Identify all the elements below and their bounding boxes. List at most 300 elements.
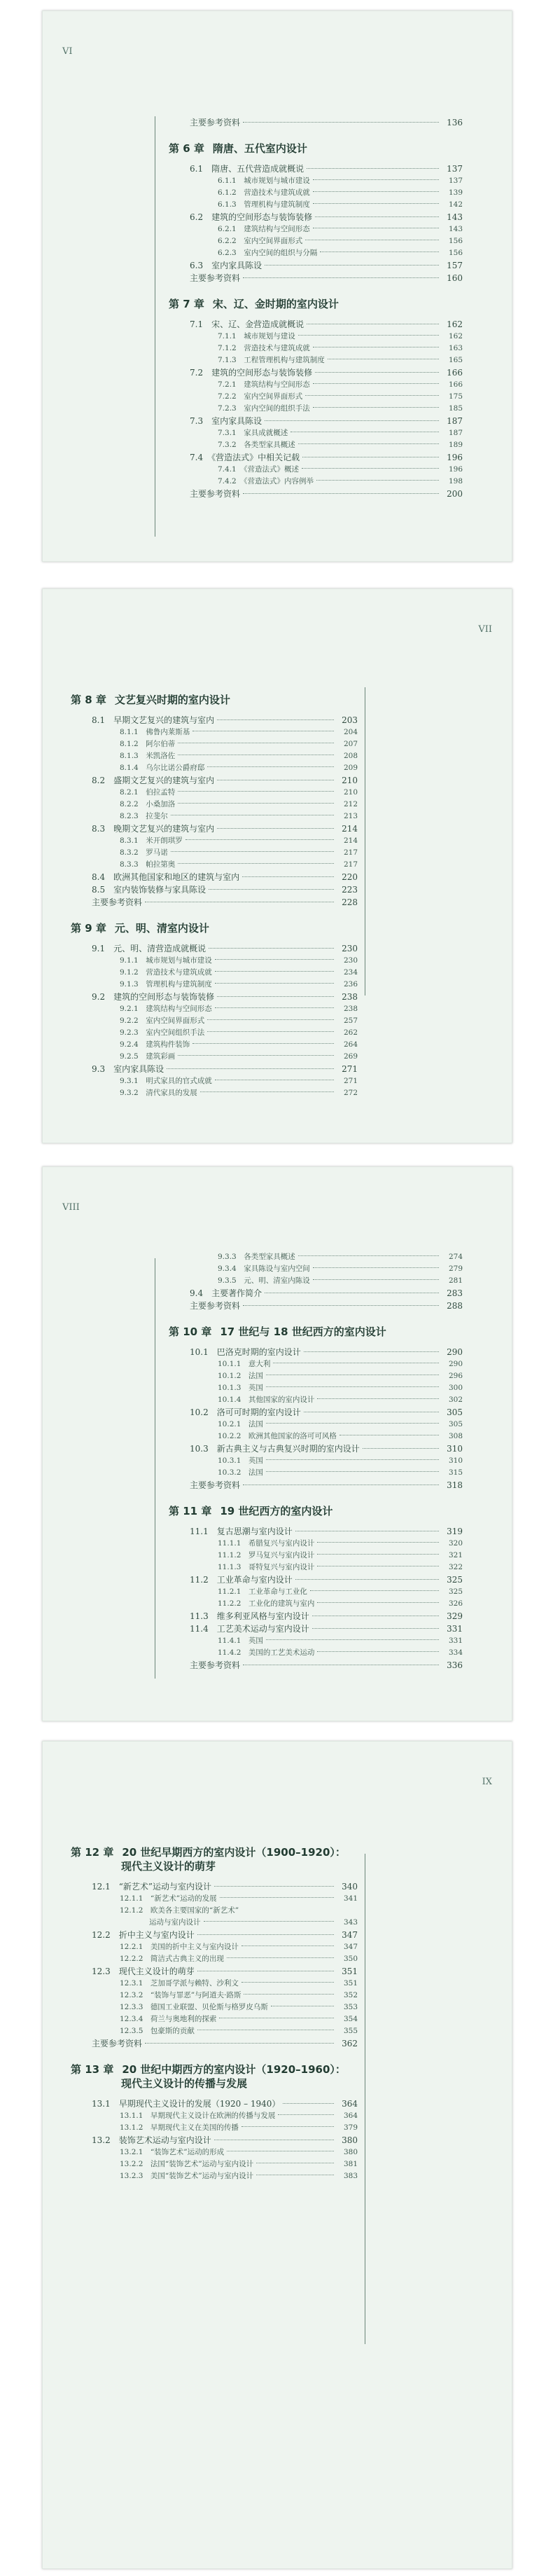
toc-entry-title: 10.1.1 意大利	[218, 1360, 271, 1368]
dot-leader	[227, 1957, 334, 1958]
toc-entry-title: 8.2.3 拉斐尔	[120, 812, 168, 820]
toc-entry-page: 162	[447, 319, 463, 329]
toc-entry-title: 9.1.3 管理机构与建筑制度	[120, 980, 212, 989]
toc-entry-page: 143	[448, 225, 463, 233]
toc-entry-page: 200	[447, 489, 463, 499]
toc-entry-page: 381	[343, 2160, 358, 2168]
toc-entry-title: 11.4.2 美国的工艺美术运动	[218, 1648, 315, 1657]
chapter-heading[interactable]	[169, 297, 463, 311]
toc-entry[interactable]	[71, 1027, 358, 1039]
toc-entry-title: 6.1.1 城市规划与城市建设	[218, 177, 310, 185]
toc-entry-page: 274	[448, 1253, 463, 1261]
toc-entry[interactable]	[169, 1358, 463, 1370]
toc-entry-page: 137	[447, 164, 463, 174]
toc-entry-page: 264	[343, 1040, 358, 1049]
toc-entry-title: 9.3.4 家具陈设与室内空间	[218, 1265, 310, 1273]
toc-entry[interactable]	[71, 955, 358, 967]
chapter-title: 文艺复兴时期的室内设计	[114, 694, 230, 706]
toc-entry[interactable]	[169, 1610, 463, 1623]
toc-entry[interactable]	[71, 896, 358, 909]
toc-entry-title: 10.2.2 欧洲其他国家的洛可可风格	[218, 1432, 337, 1440]
toc-entry-title: 6.1 隋唐、五代营造成就概说	[190, 164, 304, 174]
toc-entry-title: 10.1.4 其他国家的室内设计	[218, 1396, 315, 1404]
toc-entry[interactable]	[169, 259, 463, 272]
toc-entry-page: 271	[343, 1077, 358, 1085]
toc-entry-page: 351	[343, 1979, 358, 1988]
toc-entry-page: 228	[342, 897, 358, 907]
toc-entry-title: 12.3 现代主义设计的萌芽	[92, 1967, 195, 1976]
toc-entry[interactable]	[71, 1917, 358, 1929]
toc-entry[interactable]	[71, 1880, 358, 1893]
chapter-heading[interactable]	[71, 1845, 358, 1873]
toc-entry[interactable]	[169, 1406, 463, 1419]
toc-entry[interactable]	[71, 2037, 358, 2050]
toc-entry[interactable]	[71, 1063, 358, 1075]
dot-leader	[241, 1945, 334, 1946]
toc-entry-page: 230	[342, 944, 358, 953]
toc-entry[interactable]	[71, 1905, 358, 1917]
toc-entry-title: 8.3.1 米开朗琪罗	[120, 836, 183, 845]
toc-entry[interactable]	[71, 1929, 358, 1941]
toc-entry-page: 364	[343, 2112, 358, 2120]
dot-leader	[266, 1639, 439, 1640]
toc-entry-page: 217	[343, 860, 358, 869]
toc-entry[interactable]	[71, 835, 358, 847]
dot-leader	[244, 1994, 334, 1995]
toc-page-vi	[42, 11, 512, 562]
toc-entry-page: 136	[447, 118, 463, 128]
toc-entry-page: 165	[448, 356, 463, 364]
toc-entry-page: 208	[343, 752, 358, 760]
toc-entry-page: 156	[448, 237, 463, 245]
toc-entry-title: 12.3.1 芝加哥学派与赖特、沙利文	[120, 1979, 239, 1988]
toc-entry-title: 10.2.1 法国	[218, 1420, 263, 1428]
dot-leader	[310, 1590, 439, 1591]
toc-entry-page: 187	[447, 416, 463, 426]
chapter-heading[interactable]	[71, 921, 358, 935]
dot-leader	[313, 1267, 439, 1268]
chapter-heading[interactable]	[169, 1504, 463, 1518]
dot-leader	[215, 1007, 334, 1008]
toc-entry-page: 321	[448, 1551, 463, 1559]
toc-entry-page: 160	[447, 273, 463, 283]
toc-entry[interactable]	[169, 1573, 463, 1586]
toc-entry-page: 380	[342, 2135, 358, 2145]
chapter-number: 第 8 章	[71, 694, 106, 706]
toc-entry[interactable]	[71, 942, 358, 955]
toc-entry[interactable]	[169, 1275, 463, 1287]
dot-leader	[178, 863, 334, 864]
dot-leader	[313, 407, 439, 408]
toc-entry-title: 6.2 建筑的空间形态与装饰装修	[190, 212, 313, 222]
dot-leader	[313, 383, 439, 384]
toc-entry-title: 7.4.1 《营造法式》概述	[218, 465, 299, 474]
toc-entry-page: 350	[343, 1955, 358, 1963]
toc-entry[interactable]	[71, 2098, 358, 2110]
dot-leader	[217, 719, 334, 720]
dot-leader	[209, 889, 334, 890]
toc-entry[interactable]	[71, 1051, 358, 1063]
chapter-title: 20 世纪中期西方的室内设计（1920–1960）：	[122, 2063, 346, 2076]
toc-entry[interactable]	[169, 223, 463, 235]
toc-entry-page: 310	[448, 1456, 463, 1465]
dot-leader	[178, 1055, 334, 1056]
toc-entry[interactable]	[71, 822, 358, 835]
dot-leader	[215, 971, 334, 972]
dot-leader	[307, 168, 439, 169]
toc-entry[interactable]	[71, 762, 358, 774]
toc-entry[interactable]	[71, 979, 358, 991]
toc-entry-title: 9.1.1 城市规划与城市建设	[120, 956, 212, 965]
toc-entry-page: 305	[448, 1420, 463, 1428]
toc-entry-page: 305	[447, 1407, 463, 1417]
toc-entry[interactable]	[169, 439, 463, 451]
toc-entry-title: 9.2.4 建筑构件装饰	[120, 1040, 190, 1049]
toc-entry[interactable]	[169, 247, 463, 259]
toc-entry-title: 7.3 室内家具陈设	[190, 416, 262, 426]
toc-entry-page: 272	[343, 1089, 358, 1097]
toc-entry-page: 355	[343, 2027, 358, 2035]
page-number: VIII	[62, 1202, 80, 1213]
toc-entry-title: 7.1.2 营造技术与建筑成就	[218, 344, 310, 352]
chapter-heading[interactable]	[71, 2062, 358, 2091]
toc-entry-page: 238	[343, 1005, 358, 1013]
toc-entry[interactable]	[169, 488, 463, 500]
toc-entry[interactable]	[169, 1455, 463, 1467]
toc-entry-title: 11.1 复古思潮与室内设计	[190, 1527, 293, 1536]
chapter-title: 隋唐、五代室内设计	[212, 142, 307, 155]
toc-entry[interactable]	[169, 1346, 463, 1358]
toc-entry-title: 9.3.3 各类型家具概述	[218, 1253, 295, 1261]
toc-entry-page: 336	[447, 1660, 463, 1670]
toc-entry[interactable]	[169, 343, 463, 354]
toc-entry[interactable]	[71, 726, 358, 738]
toc-entry[interactable]	[71, 1075, 358, 1087]
toc-entry-page: 189	[448, 441, 463, 449]
chapter-heading[interactable]	[71, 693, 358, 707]
toc-entry-title: 8.2.1 伯拉孟特	[120, 788, 176, 797]
toc-entry[interactable]	[71, 799, 358, 811]
toc-entry[interactable]	[71, 1893, 358, 1905]
toc-entry[interactable]	[169, 1467, 463, 1479]
toc-page-vii	[42, 588, 512, 1143]
toc-entry-title: 12.1.2 欧美各主要国家的“新艺术”	[120, 1906, 239, 1915]
dot-leader	[217, 996, 334, 997]
dot-leader	[200, 1091, 334, 1092]
toc-entry[interactable]	[169, 1382, 463, 1394]
chapter-title: 元、明、清室内设计	[114, 922, 209, 935]
toc-entry[interactable]	[169, 379, 463, 391]
toc-entry-page: 347	[343, 1943, 358, 1951]
toc-entry[interactable]	[169, 116, 463, 129]
chapter-subtitle: 现代主义设计的传播与发展	[121, 2077, 248, 2090]
toc-entry[interactable]	[71, 1941, 358, 1953]
toc-entry[interactable]	[169, 318, 463, 331]
toc-entry-title: 运动与室内设计	[120, 1918, 201, 1927]
dot-leader	[186, 839, 334, 840]
toc-entry-page: 326	[448, 1599, 463, 1608]
dot-leader	[214, 1886, 334, 1887]
toc-entry-page: 364	[342, 2099, 358, 2109]
dot-leader	[315, 216, 439, 217]
chapter-title: 20 世纪早期西方的室内设计（1900–1920）：	[122, 1846, 346, 1859]
dot-leader	[241, 2126, 334, 2127]
toc-entry-title: 8.1.4 乌尔比诺公爵府邸	[120, 764, 205, 772]
toc-entry[interactable]	[169, 211, 463, 223]
toc-entry-page: 341	[343, 1894, 358, 1903]
toc-entry[interactable]	[169, 1442, 463, 1455]
toc-entry-title: 7.1 宋、辽、金营造成就概说	[190, 319, 304, 329]
toc-entry[interactable]	[169, 1300, 463, 1312]
toc-entry-title: 10.3.1 英国	[218, 1456, 263, 1465]
dot-leader	[317, 1602, 439, 1603]
toc-entry-page: 257	[343, 1017, 358, 1025]
toc-entry-title: 8.1 早期文艺复兴的建筑与室内	[92, 715, 215, 725]
dot-leader	[266, 1471, 439, 1472]
toc-entry-title: 11.1.2 罗马复兴与室内设计	[218, 1551, 315, 1559]
dot-leader	[316, 480, 439, 481]
toc-entry-page: 347	[342, 1930, 358, 1940]
toc-entry-title: 9.2.5 建筑彩画	[120, 1052, 176, 1061]
toc-entry[interactable]	[71, 1965, 358, 1978]
toc-entry-title: 9.3.1 明式家具的官式成就	[120, 1077, 212, 1085]
toc-entry[interactable]	[71, 2134, 358, 2147]
dot-leader	[243, 277, 439, 278]
toc-entry-title: 9.4 主要著作简介	[190, 1288, 262, 1298]
toc-entry-title: 7.1.1 城市规划与建设	[218, 332, 295, 340]
toc-entry[interactable]	[71, 883, 358, 896]
toc-entry-title: 10.1 巴洛克时期的室内设计	[190, 1347, 301, 1357]
toc-entry-title: 11.4 工艺美术运动与室内设计	[190, 1624, 309, 1634]
toc-entry[interactable]	[169, 1538, 463, 1550]
toc-entry-page: 315	[448, 1468, 463, 1477]
toc-entry[interactable]	[169, 1370, 463, 1382]
toc-entry[interactable]	[71, 2122, 358, 2134]
toc-entry-title: 13.1.1 早期现代主义设计在欧洲的传播与发展	[120, 2112, 276, 2120]
toc-entry[interactable]	[71, 738, 358, 750]
toc-entry-page: 236	[343, 980, 358, 989]
toc-entry-title: 9.3.2 清代家具的发展	[120, 1089, 197, 1097]
toc-entry-title: 11.1.3 哥特复兴与室内设计	[218, 1563, 315, 1571]
toc-entry[interactable]	[169, 1659, 463, 1672]
toc-entry[interactable]	[71, 2170, 358, 2182]
toc-entry[interactable]	[169, 1598, 463, 1610]
dot-leader	[209, 948, 334, 949]
dot-leader	[178, 791, 334, 792]
toc-entry[interactable]	[169, 175, 463, 187]
toc-entry[interactable]	[71, 2147, 358, 2158]
toc-entry[interactable]	[169, 1394, 463, 1406]
dot-leader	[317, 1651, 439, 1652]
toc-entry-title: 8.1.1 佛鲁内莱斯基	[120, 728, 190, 736]
toc-entry[interactable]	[71, 2013, 358, 2025]
toc-entry-page: 156	[448, 249, 463, 257]
toc-entry[interactable]	[71, 1978, 358, 1990]
toc-entry[interactable]	[71, 1039, 358, 1051]
chapter-heading[interactable]	[169, 142, 463, 156]
toc-entry-page: 139	[448, 188, 463, 197]
toc-entry-title: 7.4.2 《营造法式》内容例举	[218, 477, 314, 485]
toc-entry-title: 6.2.2 室内空间界面形式	[218, 237, 303, 245]
toc-entry-title: 主要参考资料	[190, 1660, 241, 1670]
toc-entry-title: 12.3.5 包豪斯的贡献	[120, 2027, 195, 2035]
toc-entry-title: 9.2.3 室内空间组织手法	[120, 1028, 205, 1037]
page-number: VI	[62, 46, 73, 57]
toc-entry[interactable]	[71, 1953, 358, 1965]
toc-entry[interactable]	[169, 1287, 463, 1300]
toc-entry-title: 主要参考资料	[190, 273, 241, 283]
toc-entry-page: 300	[448, 1384, 463, 1392]
toc-entry-page: 163	[448, 344, 463, 352]
toc-entry[interactable]	[71, 750, 358, 762]
toc-entry-page: 340	[342, 1882, 358, 1892]
toc-entry-page: 343	[343, 1918, 358, 1927]
toc-entry[interactable]	[169, 272, 463, 284]
toc-entry[interactable]	[71, 991, 358, 1003]
toc-entry[interactable]	[169, 235, 463, 247]
toc-entry[interactable]	[169, 1562, 463, 1573]
toc-entry-title: 7.4 《营造法式》中相关记载	[190, 453, 300, 462]
chapter-number: 第 12 章	[71, 1846, 114, 1859]
toc-entry[interactable]	[71, 2002, 358, 2013]
toc-entry-page: 213	[343, 812, 358, 820]
toc-entry-title: 12.2 折中主义与室内设计	[92, 1930, 195, 1940]
toc-entry-title: 12.1 “新艺术”运动与室内设计	[92, 1882, 211, 1892]
toc-entry-title: 8.2 盛期文艺复兴的建筑与室内	[92, 776, 215, 785]
toc-entry[interactable]	[71, 1003, 358, 1015]
toc-entry[interactable]	[169, 427, 463, 439]
toc-entry[interactable]	[169, 1623, 463, 1635]
toc-entry-title: 8.5 室内装饰装修与家具陈设	[92, 885, 206, 895]
toc-block	[169, 116, 463, 500]
page-number: VII	[478, 624, 492, 635]
toc-entry[interactable]	[71, 1990, 358, 2002]
toc-entry[interactable]	[169, 1251, 463, 1263]
dot-leader	[312, 1628, 439, 1629]
toc-entry-title: 8.1.2 阿尔伯蒂	[120, 740, 176, 748]
toc-entry-title: 13.2.3 美国“装饰艺术”运动与室内设计	[120, 2172, 254, 2180]
toc-entry-title: 12.3.2 “装饰与罪恶”与阿道夫·路斯	[120, 1991, 241, 1999]
toc-entry[interactable]	[169, 163, 463, 175]
toc-entry-page: 318	[447, 1480, 463, 1490]
toc-entry[interactable]	[169, 1479, 463, 1492]
toc-entry-page: 142	[448, 200, 463, 209]
dot-leader	[313, 191, 439, 192]
toc-entry[interactable]	[169, 451, 463, 464]
dot-leader	[197, 1934, 334, 1935]
toc-entry-page: 207	[343, 740, 358, 748]
toc-entry-page: 185	[448, 404, 463, 413]
toc-entry[interactable]	[169, 391, 463, 403]
dot-leader	[317, 1542, 439, 1543]
toc-entry[interactable]	[71, 1015, 358, 1027]
toc-entry[interactable]	[169, 354, 463, 366]
toc-entry-page: 353	[343, 2003, 358, 2011]
toc-entry[interactable]	[169, 1419, 463, 1431]
toc-entry-page: 214	[343, 836, 358, 845]
dot-leader	[242, 876, 334, 877]
toc-entry-page: 137	[448, 177, 463, 185]
toc-entry-title: 10.3.2 法国	[218, 1468, 263, 1477]
toc-entry[interactable]	[71, 847, 358, 859]
toc-entry[interactable]	[71, 859, 358, 871]
dot-leader	[145, 2043, 334, 2044]
toc-entry[interactable]	[169, 1263, 463, 1275]
dot-leader	[241, 1982, 334, 1983]
chapter-heading[interactable]	[169, 1325, 463, 1339]
toc-entry[interactable]	[71, 1087, 358, 1099]
toc-entry-page: 196	[448, 465, 463, 474]
toc-entry-page: 334	[448, 1648, 463, 1657]
toc-entry-page: 279	[448, 1265, 463, 1273]
chapter-number: 第 10 章	[169, 1325, 212, 1338]
toc-entry-title: 8.1.3 米凯洛佐	[120, 752, 176, 760]
toc-entry-page: 310	[447, 1444, 463, 1454]
toc-entry-title: 13.2.1 “装饰艺术”运动的形成	[120, 2148, 225, 2156]
toc-entry[interactable]	[71, 774, 358, 787]
toc-entry[interactable]	[71, 2025, 358, 2037]
toc-entry-title: 主要参考资料	[190, 118, 241, 128]
toc-entry[interactable]	[169, 1647, 463, 1659]
toc-entry[interactable]	[169, 199, 463, 211]
toc-entry-page: 217	[343, 848, 358, 857]
toc-entry[interactable]	[169, 1586, 463, 1598]
toc-entry-title: 11.1.1 希腊复兴与室内设计	[218, 1539, 315, 1548]
toc-entry-title: 13.1.2 早期现代主义在美国的传播	[120, 2123, 239, 2132]
toc-entry[interactable]	[169, 464, 463, 476]
toc-entry-page: 320	[448, 1539, 463, 1548]
toc-entry[interactable]	[169, 331, 463, 343]
toc-entry[interactable]	[71, 2110, 358, 2122]
toc-entry[interactable]	[71, 967, 358, 979]
toc-entry-title: 9.2 建筑的空间形态与装饰装修	[92, 992, 215, 1002]
toc-entry-page: 175	[448, 392, 463, 401]
toc-entry[interactable]	[169, 366, 463, 379]
toc-entry-page: 379	[343, 2123, 358, 2132]
toc-entry[interactable]	[71, 2158, 358, 2170]
toc-entry[interactable]	[169, 415, 463, 427]
dot-leader	[207, 1031, 334, 1032]
dot-leader	[295, 1579, 439, 1580]
toc-entry-page: 383	[343, 2172, 358, 2180]
toc-entry[interactable]	[71, 811, 358, 822]
toc-entry[interactable]	[169, 476, 463, 488]
toc-entry[interactable]	[169, 1635, 463, 1647]
toc-entry[interactable]	[71, 714, 358, 726]
toc-entry[interactable]	[169, 1550, 463, 1562]
toc-entry-page: 166	[448, 380, 463, 389]
toc-entry[interactable]	[169, 1525, 463, 1538]
dot-leader	[204, 1921, 335, 1922]
toc-entry[interactable]	[71, 787, 358, 799]
chapter-title: 19 世纪西方的室内设计	[220, 1505, 333, 1517]
dot-leader	[283, 2103, 334, 2104]
toc-entry-page: 196	[447, 453, 463, 462]
chapter-number: 第 7 章	[169, 298, 204, 310]
toc-entry[interactable]	[169, 1431, 463, 1442]
toc-entry[interactable]	[169, 403, 463, 415]
dot-leader	[302, 468, 439, 469]
dot-leader	[265, 420, 439, 421]
dot-leader	[266, 1423, 439, 1424]
toc-entry[interactable]	[169, 187, 463, 199]
toc-entry-page: 325	[447, 1575, 463, 1585]
dot-leader	[363, 1448, 439, 1449]
toc-entry-title: 10.3 新古典主义与古典复兴时期的室内设计	[190, 1444, 360, 1454]
dot-leader	[207, 766, 334, 767]
dot-leader	[243, 1305, 439, 1306]
toc-entry[interactable]	[71, 871, 358, 883]
